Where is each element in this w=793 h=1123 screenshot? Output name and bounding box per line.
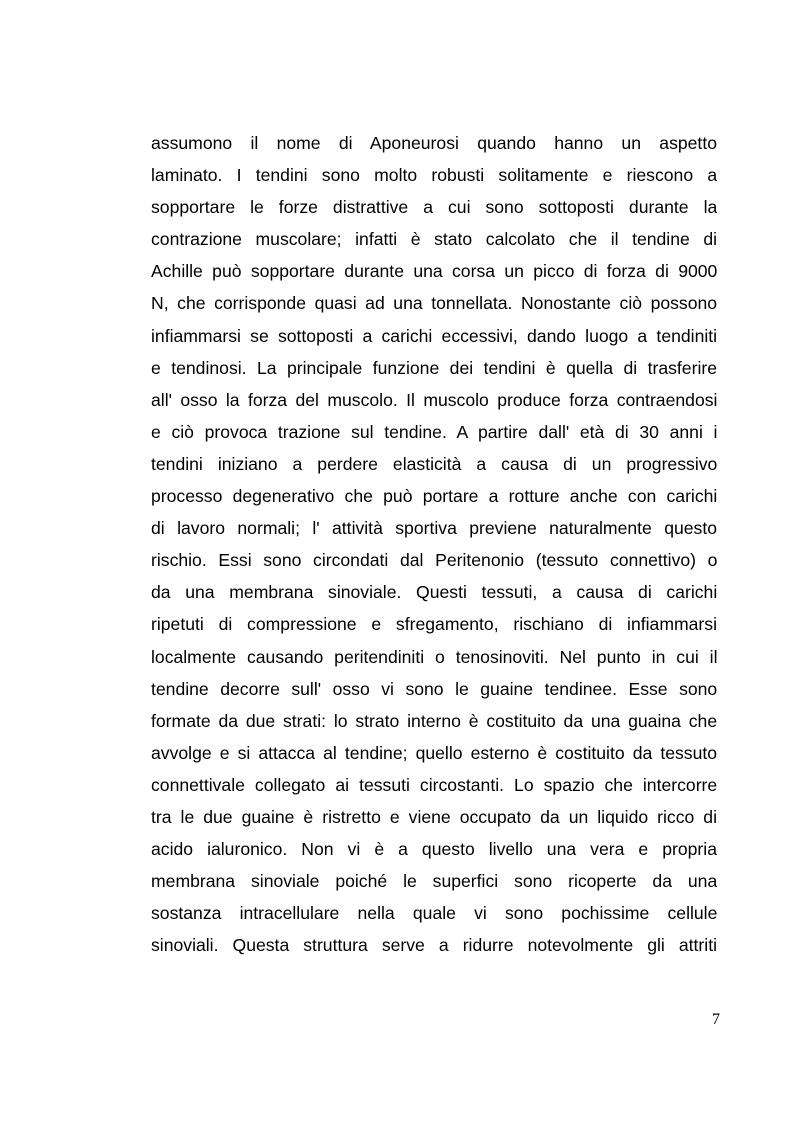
text-line: tra le due guaine è ristretto e viene occupato da un liquido ricco di bbox=[151, 806, 717, 827]
text-line: avvolge e si attacca al tendine; quello esterno è costituito da tessuto bbox=[151, 742, 717, 763]
body-paragraph bbox=[151, 127, 717, 961]
text-line: Achille può sopportare durante una corsa un picco di forza di 9000 bbox=[151, 261, 717, 282]
text-line: e ciò provoca trazione sul tendine. A partire dall' età di 30 anni i bbox=[151, 421, 717, 442]
text-line: localmente causando peritendiniti o tenosinoviti. Nel punto in cui il bbox=[151, 646, 717, 667]
text-line: all' osso la forza del muscolo. Il muscolo produce forza contraendosi bbox=[151, 389, 717, 410]
text-line: membrana sinoviale poiché le superfici sono ricoperte da una bbox=[151, 871, 717, 892]
text-line: tendine decorre sull' osso vi sono le guaine tendinee. Esse sono bbox=[151, 678, 717, 699]
text-line: connettivale collegato ai tessuti circostanti. Lo spazio che intercorre bbox=[151, 774, 717, 795]
text-line: N, che corrisponde quasi ad una tonnellata. Nonostante ciò possono bbox=[151, 293, 717, 314]
text-line: contrazione muscolare; infatti è stato calcolato che il tendine di bbox=[151, 229, 717, 250]
text-line: sopportare le forze distrattive a cui sono sottoposti durante la bbox=[151, 197, 717, 218]
text-line: sinoviali. Questa struttura serve a ridurre notevolmente gli attriti bbox=[151, 935, 717, 956]
text-line: ripetuti di compressione e sfregamento, rischiano di infiammarsi bbox=[151, 614, 717, 635]
text-line: e tendinosi. La principale funzione dei tendini è quella di trasferire bbox=[151, 357, 717, 378]
text-line: laminato. I tendini sono molto robusti solitamente e riescono a bbox=[151, 165, 717, 186]
text-line: acido ialuronico. Non vi è a questo livello una vera e propria bbox=[151, 839, 717, 860]
text-line: assumono il nome di Aponeurosi quando hanno un aspetto bbox=[151, 133, 717, 153]
text-line: infiammarsi se sottoposti a carichi eccessivi, dando luogo a tendiniti bbox=[151, 325, 717, 346]
text-line: di lavoro normali; l' attività sportiva previene naturalmente questo bbox=[151, 518, 717, 539]
text-line: tendini iniziano a perdere elasticità a causa di un progressivo bbox=[151, 453, 717, 474]
text-line: sostanza intracellulare nella quale vi sono pochissime cellule bbox=[151, 903, 717, 924]
text-line: da una membrana sinoviale. Questi tessuti, a causa di carichi bbox=[151, 582, 717, 603]
text-line: formate da due strati: lo strato interno è costituito da una guaina che bbox=[151, 710, 717, 731]
text-line: rischio. Essi sono circondati dal Peritenonio (tessuto connettivo) o bbox=[151, 550, 717, 571]
page-number: 7 bbox=[712, 1011, 720, 1028]
text-line: processo degenerativo che può portare a rotture anche con carichi bbox=[151, 486, 717, 507]
